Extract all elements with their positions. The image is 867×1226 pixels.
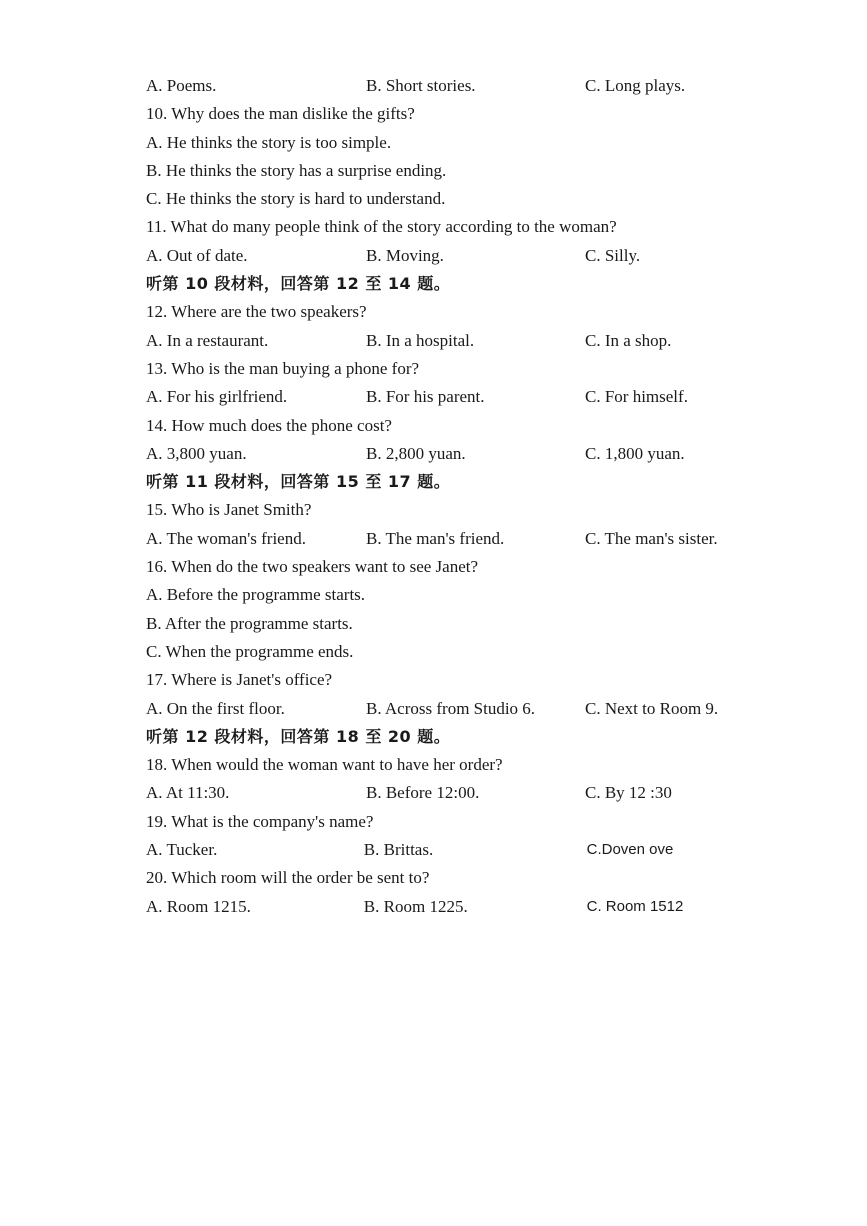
q12-options [146,327,746,355]
q15-options [146,525,746,553]
q16-option-c: C. When the programme ends. [146,641,354,661]
q13-option-b: B. For his parent. [366,387,485,407]
section-10-heading: 听第 10 段材料，回答第 12 至 14 题。 [146,274,451,294]
q18-options [146,779,746,807]
q12-question: 12. Where are the two speakers? [146,302,367,322]
q16-option-b: B. After the programme starts. [146,613,353,633]
q12-option-a: A. In a restaurant. [146,330,269,350]
q18-option-b: B. Before 12:00. [366,783,480,803]
q14-option-a: A. 3,800 yuan. [146,443,247,463]
q16-option-a: A. Before the programme starts. [146,585,366,605]
listening-section [146,72,746,921]
q14-option-c: C. 1,800 yuan. [585,443,685,463]
q15-question: 15. Who is Janet Smith? [146,500,312,520]
q17-option-a: A. On the first floor. [146,698,285,718]
section-11-heading: 听第 11 段材料，回答第 15 至 17 题。 [146,472,451,492]
q18-option-c: C. By 12 :30 [585,783,672,803]
q19-options [146,836,746,864]
q10-option-a: A. He thinks the story is too simple. [146,132,392,152]
q11-question: 11. What do many people think of the story according to the woman? [146,217,617,237]
q17-option-b: B. Across from Studio 6. [366,698,536,718]
q10-option-b: B. He thinks the story has a surprise ending. [146,160,447,180]
q11-option-a: A. Out of date. [146,245,248,265]
q10-option-c: C. He thinks the story is hard to understand. [146,189,446,209]
q19-option-a: A. Tucker. [146,840,218,860]
q13-options [146,383,746,411]
q18-option-a: A. At 11:30. [146,783,230,803]
q16-question: 16. When do the two speakers want to see Janet? [146,557,479,577]
q9-option-a: A. Poems. [146,76,217,95]
q9-option-b: B. Short stories. [366,76,476,95]
q18-question: 18. When would the woman want to have her order? [146,755,503,775]
q20-question: 20. Which room will the order be sent to? [146,868,430,888]
q12-option-c: C. In a shop. [585,330,672,350]
q10-question: 10. Why does the man dislike the gifts? [146,104,415,124]
q15-option-b: B. The man's friend. [366,528,505,548]
q20-option-b: B. Room 1225. [363,896,468,916]
q14-options [146,440,746,468]
q20-option-a: A. Room 1215. [146,896,251,916]
q11-option-b: B. Moving. [366,245,444,265]
q20-options [146,893,746,921]
q19-question: 19. What is the company's name? [146,811,374,831]
q13-option-a: A. For his girlfriend. [146,387,288,407]
q17-question: 17. Where is Janet's office? [146,670,333,690]
q11-options [146,242,746,270]
q15-option-a: A. The woman's friend. [146,528,306,548]
q19-option-b: B. Brittas. [363,840,434,860]
q13-question: 13. Who is the man buying a phone for? [146,358,420,378]
q11-option-c: C. Silly. [585,245,641,265]
q17-options [146,695,746,723]
q20-option-c: C. Room 1512 [586,897,684,915]
q15-option-c: C. The man's sister. [585,528,718,548]
q19-option-c: C.Doven ove [586,841,674,859]
q9-option-c: C. Long plays. [585,76,686,95]
q17-option-c: C. Next to Room 9. [585,698,719,718]
q9-options [146,72,746,100]
q14-option-b: B. 2,800 yuan. [366,443,466,463]
q13-option-c: C. For himself. [585,387,688,407]
q14-question: 14. How much does the phone cost? [146,415,392,435]
q12-option-b: B. In a hospital. [366,330,475,350]
section-12-heading: 听第 12 段材料，回答第 18 至 20 题。 [146,726,451,746]
